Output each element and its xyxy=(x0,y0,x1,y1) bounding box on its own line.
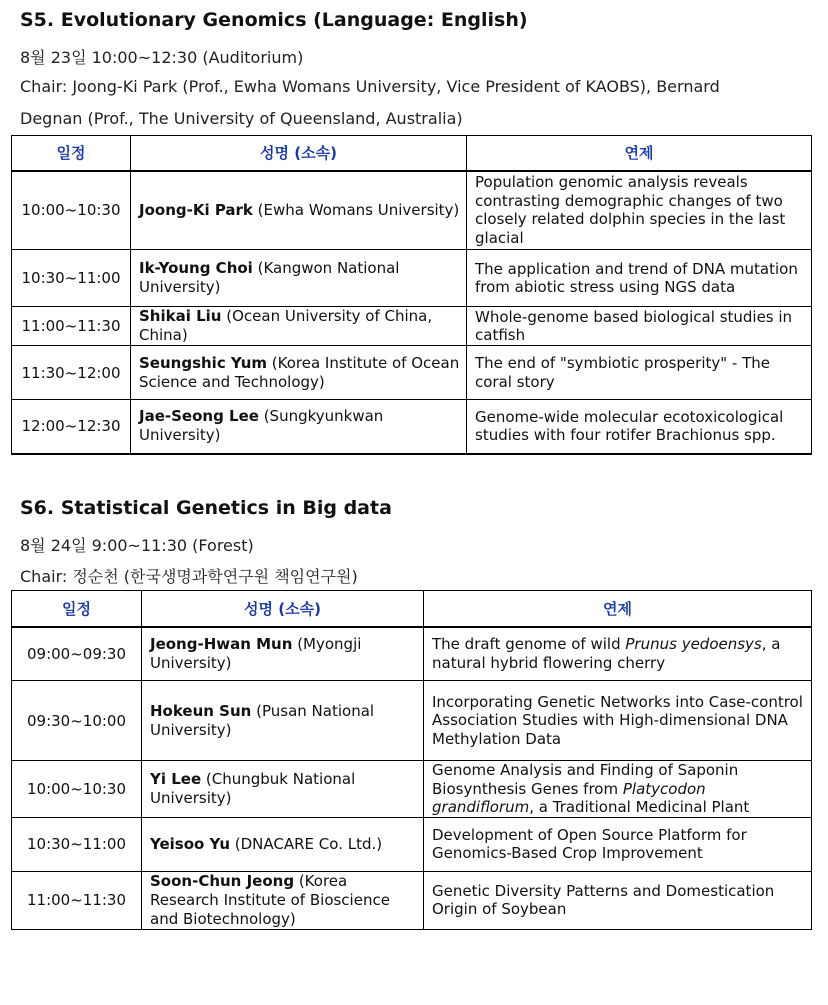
table-row xyxy=(12,307,812,346)
speaker-name: Seungshic Yum xyxy=(139,353,268,372)
row-time: 12:00~12:30 xyxy=(12,400,131,454)
speaker-name: Yeisoo Yu xyxy=(150,834,231,853)
topic-text-end: , a Traditional Medicinal Plant xyxy=(529,798,750,816)
speaker-name: Joong-Ki Park xyxy=(139,200,253,219)
table-row xyxy=(12,761,812,818)
s6-chair-line: Chair: 정순천 (한국생명과학연구원 책임연구원) xyxy=(20,567,358,586)
s6-title: S6. Statistical Genetics in Big data xyxy=(20,497,392,519)
row-topic: The end of "symbiotic prosperity" - The coral story xyxy=(467,346,812,400)
row-speaker xyxy=(131,400,467,454)
s6-schedule-table xyxy=(11,590,812,930)
speaker-name: Hokeun Sun xyxy=(150,701,252,720)
speaker-name: Jae-Seong Lee xyxy=(139,407,259,426)
speaker-name: Shikai Liu xyxy=(139,307,222,325)
row-speaker xyxy=(131,346,467,400)
speaker-name: Yi Lee xyxy=(150,769,202,788)
row-topic: The application and trend of DNA mutation from abiotic stress using NGS data xyxy=(467,250,812,307)
row-time: 09:30~10:00 xyxy=(12,681,142,761)
table-row xyxy=(12,681,812,761)
row-topic: Whole-genome based biological studies in catfish xyxy=(467,307,812,346)
row-time: 10:30~11:00 xyxy=(12,250,131,307)
speaker-name: Ik-Young Choi xyxy=(139,259,253,277)
table-row xyxy=(12,171,812,250)
topic-species: Platycodon grandiflorum xyxy=(432,779,706,816)
speaker-affiliation: (Ewha Womans University) xyxy=(252,200,460,219)
s5-chair-line-2: Degnan (Prof., The University of Queensland, Australia) xyxy=(20,109,463,128)
row-time: 10:30~11:00 xyxy=(12,817,142,871)
speaker-name: Jeong-Hwan Mun xyxy=(150,634,293,653)
table-row xyxy=(12,627,812,681)
row-speaker xyxy=(142,871,424,929)
speaker-affiliation: (DNACARE Co. Ltd.) xyxy=(230,834,383,853)
topic-species: Prunus yedoensys xyxy=(625,635,762,654)
speaker-affiliation: (Kangwon National University) xyxy=(139,259,400,296)
header-topic: 연제 xyxy=(467,136,812,171)
topic-text-end: , a natural hybrid flowering cherry xyxy=(432,635,781,672)
topic-text: Development of Open Source Platform for Genomics-Based Crop Improvement xyxy=(432,825,747,862)
row-speaker xyxy=(142,681,424,761)
speaker-affiliation: (Chungbuk National University) xyxy=(150,769,356,807)
table-row xyxy=(12,250,812,307)
row-speaker xyxy=(142,761,424,818)
row-speaker xyxy=(131,307,467,346)
row-speaker xyxy=(131,250,467,307)
row-speaker xyxy=(142,817,424,871)
speaker-affiliation: (Korea Research Institute of Bioscience and Biotechnology) xyxy=(150,871,390,928)
table-row xyxy=(12,871,812,929)
row-time: 10:00~10:30 xyxy=(12,171,131,250)
speaker-affiliation: (Myongji University) xyxy=(150,634,362,672)
topic-text: Genome Analysis and Finding of Saponin Biosynthesis Genes from xyxy=(432,761,739,798)
topic-text: Genetic Diversity Patterns and Domestication Origin of Soybean xyxy=(432,881,775,918)
topic-text: The draft genome of wild xyxy=(432,635,626,654)
s6-date-line: 8월 24일 9:00~11:30 (Forest) xyxy=(20,536,254,555)
s5-schedule-table xyxy=(11,135,812,455)
row-topic xyxy=(424,871,812,929)
table-row xyxy=(12,346,812,400)
s5-date-line: 8월 23일 10:00~12:30 (Auditorium) xyxy=(20,48,304,67)
s5-title: S5. Evolutionary Genomics (Language: English) xyxy=(20,9,528,31)
speaker-affiliation: (Ocean University of China, China) xyxy=(139,307,433,344)
row-topic: Genome-wide molecular ecotoxicological studies with four rotifer Brachionus spp. xyxy=(467,400,812,454)
speaker-affiliation: (Korea Institute of Ocean Science and Technology) xyxy=(139,353,460,391)
row-topic: Population genomic analysis reveals contrasting demographic changes of two closely related dolphin species in the last glacial xyxy=(467,171,812,250)
table-row xyxy=(12,400,812,454)
header-topic: 연제 xyxy=(424,591,812,627)
row-time: 11:30~12:00 xyxy=(12,346,131,400)
speaker-name: Soon-Chun Jeong xyxy=(150,871,295,890)
row-time: 11:00~11:30 xyxy=(12,871,142,929)
row-speaker xyxy=(142,627,424,681)
speaker-affiliation: (Pusan National University) xyxy=(150,701,375,739)
table-header-row xyxy=(12,136,812,171)
table-header-row xyxy=(12,591,812,627)
s5-chair-line-1: Chair: Joong-Ki Park (Prof., Ewha Womans University, Vice President of KAOBS), Bernard xyxy=(20,77,720,96)
row-topic xyxy=(424,681,812,761)
speaker-affiliation: (Sungkyunkwan University) xyxy=(139,407,384,445)
topic-text: Incorporating Genetic Networks into Case-control Association Studies with High-dimensional DNA Methylation Data xyxy=(432,692,803,748)
row-time: 09:00~09:30 xyxy=(12,627,142,681)
table-row xyxy=(12,817,812,871)
header-speaker: 성명 (소속) xyxy=(131,136,467,171)
row-topic xyxy=(424,761,812,818)
row-topic xyxy=(424,627,812,681)
row-topic xyxy=(424,817,812,871)
row-time: 10:00~10:30 xyxy=(12,761,142,818)
header-speaker: 성명 (소속) xyxy=(142,591,424,627)
row-speaker xyxy=(131,171,467,250)
header-time: 일정 xyxy=(12,136,131,171)
row-time: 11:00~11:30 xyxy=(12,307,131,346)
header-time: 일정 xyxy=(12,591,142,627)
